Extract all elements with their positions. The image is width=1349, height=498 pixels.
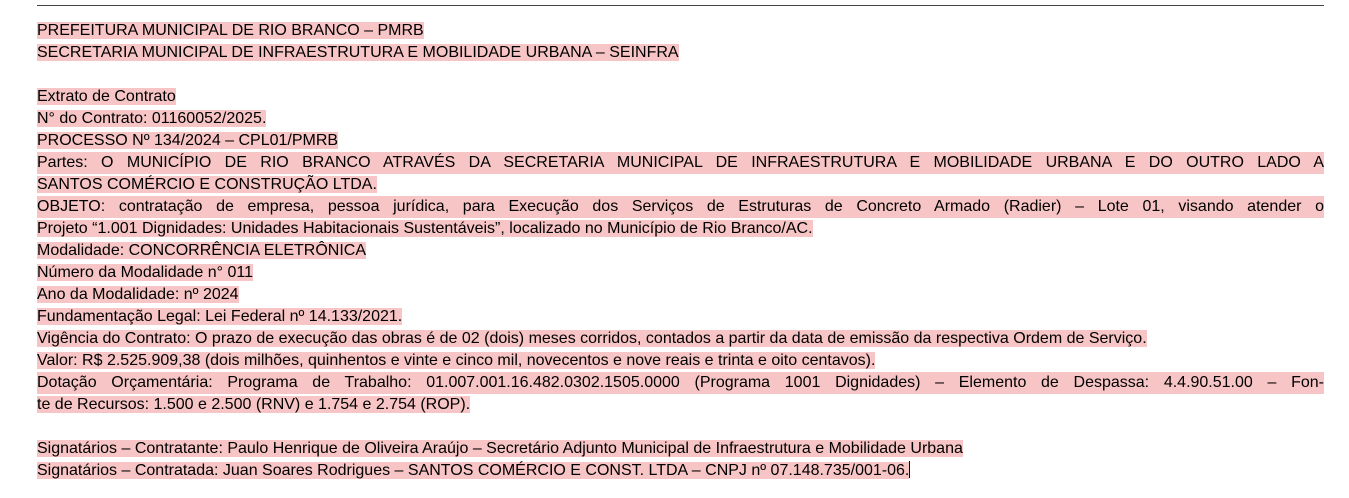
signatory-contracting: Signatários – Contratante: Paulo Henrique de Oliveira Araújo – Secretário Adjunto Municipal de Infraestrutura e Mobilidade Urbana bbox=[37, 440, 963, 457]
header-line-prefeitura: PREFEITURA MUNICIPAL DE RIO BRANCO – PMRB bbox=[37, 22, 424, 39]
extract-title: Extrato de Contrato bbox=[37, 88, 176, 105]
blank-line bbox=[37, 416, 1324, 438]
contract-value: Valor: R$ 2.525.909,38 (dois milhões, quinhentos e vinte e cinco mil, novecentos e nove reais e trinta e oito centavos). bbox=[37, 352, 876, 369]
parties-line-2: SANTOS COMÉRCIO E CONSTRUÇÃO LTDA. bbox=[37, 176, 377, 193]
process-number: PROCESSO Nº 134/2024 – CPL01/PMRB bbox=[37, 132, 339, 149]
contract-term: Vigência do Contrato: O prazo de execução das obras é de 02 (dois) meses corridos, contados a partir da data de emissão da respectiva Ordem de Serviço. bbox=[37, 330, 1147, 347]
top-divider bbox=[37, 5, 1324, 6]
modality-number: Número da Modalidade n° 011 bbox=[37, 264, 254, 281]
object-line-1: OBJETO: contratação de empresa, pessoa jurídica, para Execução dos Serviços de Estruturas de Concreto Armado (Radier) – Lote 01, visando atender o bbox=[37, 196, 1324, 218]
text-cursor bbox=[909, 461, 910, 478]
budget-line-2: te de Recursos: 1.500 e 2.500 (RNV) e 1.754 e 2.754 (ROP). bbox=[37, 396, 471, 413]
contract-number: N° do Contrato: 01160052/2025. bbox=[37, 110, 267, 127]
parties-line-1: Partes: O MUNICÍPIO DE RIO BRANCO ATRAVÉS DA SECRETARIA MUNICIPAL DE INFRAESTRUTURA E MOBILIDADE URBANA E DO OUTRO LADO A bbox=[37, 152, 1324, 174]
signatory-contracted: Signatários – Contratada: Juan Soares Rodrigues – SANTOS COMÉRCIO E CONST. LTDA – CNPJ nº 07.148.735/001-06. bbox=[37, 462, 910, 479]
modality: Modalidade: CONCORRÊNCIA ELETRÔNICA bbox=[37, 242, 366, 259]
document-body[interactable] bbox=[37, 20, 1324, 482]
blank-line bbox=[37, 64, 1324, 86]
object-line-2: Projeto “1.001 Dignidades: Unidades Habitacionais Sustentáveis”, localizado no Município de Rio Branco/AC. bbox=[37, 220, 813, 237]
budget-line-1: Dotação Orçamentária: Programa de Trabalho: 01.007.001.16.482.0302.1505.0000 (Programa 1001 Dignidades) – Elemento de Despassa: 4.4.90.51.00 – Fon- bbox=[37, 372, 1324, 394]
header-line-secretaria: SECRETARIA MUNICIPAL DE INFRAESTRUTURA E MOBILIDADE URBANA – SEINFRA bbox=[37, 44, 679, 61]
modality-year: Ano da Modalidade: nº 2024 bbox=[37, 286, 239, 303]
legal-basis: Fundamentação Legal: Lei Federal nº 14.133/2021. bbox=[37, 308, 403, 325]
